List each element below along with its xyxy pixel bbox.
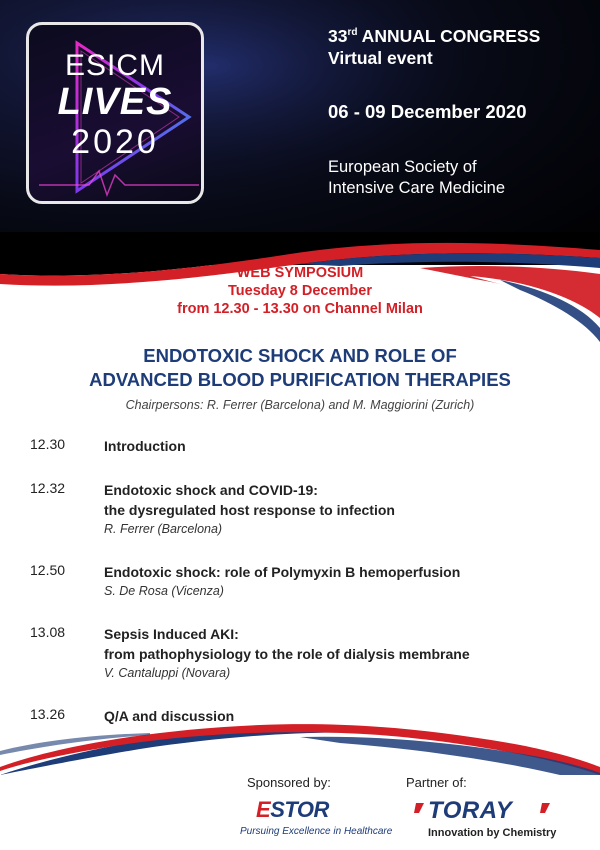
estor-tagline: Pursuing Excellence in Healthcare <box>240 826 393 837</box>
congress-label: ANNUAL CONGRESS <box>357 25 541 46</box>
logo-year-text: 2020 <box>71 123 159 161</box>
program-title: Endotoxic shock and COVID-19: <box>104 482 318 498</box>
toray-tagline: Innovation by Chemistry <box>428 827 557 839</box>
program-speaker: V. Cantaluppi (Novara) <box>104 666 231 680</box>
estor-wordmark-rest: STOR <box>270 797 329 822</box>
program-title: Sepsis Induced AKI: <box>104 626 239 642</box>
program-title: the dysregulated host response to infection <box>104 502 395 518</box>
symposium-label: WEB SYMPOSIUM <box>236 265 364 281</box>
congress-ordinal: rd <box>347 27 358 38</box>
program-title: Endotoxic shock: role of Polymyxin B hemoperfusion <box>104 564 461 580</box>
congress-dates: 06 - 09 December 2020 <box>328 100 527 122</box>
program-speaker: R. Ferrer (Barcelona) <box>104 522 223 536</box>
society-name-line1: European Society of <box>328 157 477 176</box>
estor-wordmark <box>256 797 329 823</box>
virtual-event-label: Virtual event <box>328 47 433 68</box>
program-speaker: S. De Rosa (Vicenza) <box>104 584 224 598</box>
congress-title <box>328 22 540 47</box>
logo-lives-text: LIVES <box>57 81 173 123</box>
symposium-title-line1: ENDOTOXIC SHOCK AND ROLE OF <box>143 345 457 366</box>
esicm-lives-logo <box>26 22 204 204</box>
symposium-date: Tuesday 8 December <box>228 283 372 299</box>
symposium-time-channel: from 12.30 - 13.30 on Channel Milan <box>177 301 423 317</box>
symposium-title-line2: ADVANCED BLOOD PURIFICATION THERAPIES <box>89 369 511 390</box>
toray-logo <box>410 797 580 841</box>
society-name <box>328 157 540 199</box>
estor-logo <box>236 797 396 841</box>
program-time: 12.32 <box>30 480 66 496</box>
program-title: from pathophysiology to the role of dialysis membrane <box>104 646 470 662</box>
program-title: Q/A and discussion <box>104 708 235 724</box>
congress-info <box>328 22 540 199</box>
logo-esicm-text: ESICM <box>64 49 165 82</box>
program-time: 12.30 <box>30 436 66 452</box>
toray-wordmark: TORAY <box>428 797 513 824</box>
society-name-line2: Intensive Care Medicine <box>328 178 506 197</box>
estor-wordmark-e: E <box>256 797 271 822</box>
partner-of-label: Partner of: <box>406 775 467 790</box>
program-time: 13.26 <box>30 706 66 722</box>
header-banner <box>0 0 600 265</box>
chairpersons: Chairpersons: R. Ferrer (Barcelona) and M. Maggiorini (Zurich) <box>125 398 475 412</box>
congress-number: 33 <box>328 25 348 46</box>
program-title: Introduction <box>104 438 186 454</box>
program-time: 13.08 <box>30 624 66 640</box>
program-time: 12.50 <box>30 562 66 578</box>
tricolor-wave-bottom <box>0 715 600 775</box>
sponsored-by-label: Sponsored by: <box>247 775 331 790</box>
